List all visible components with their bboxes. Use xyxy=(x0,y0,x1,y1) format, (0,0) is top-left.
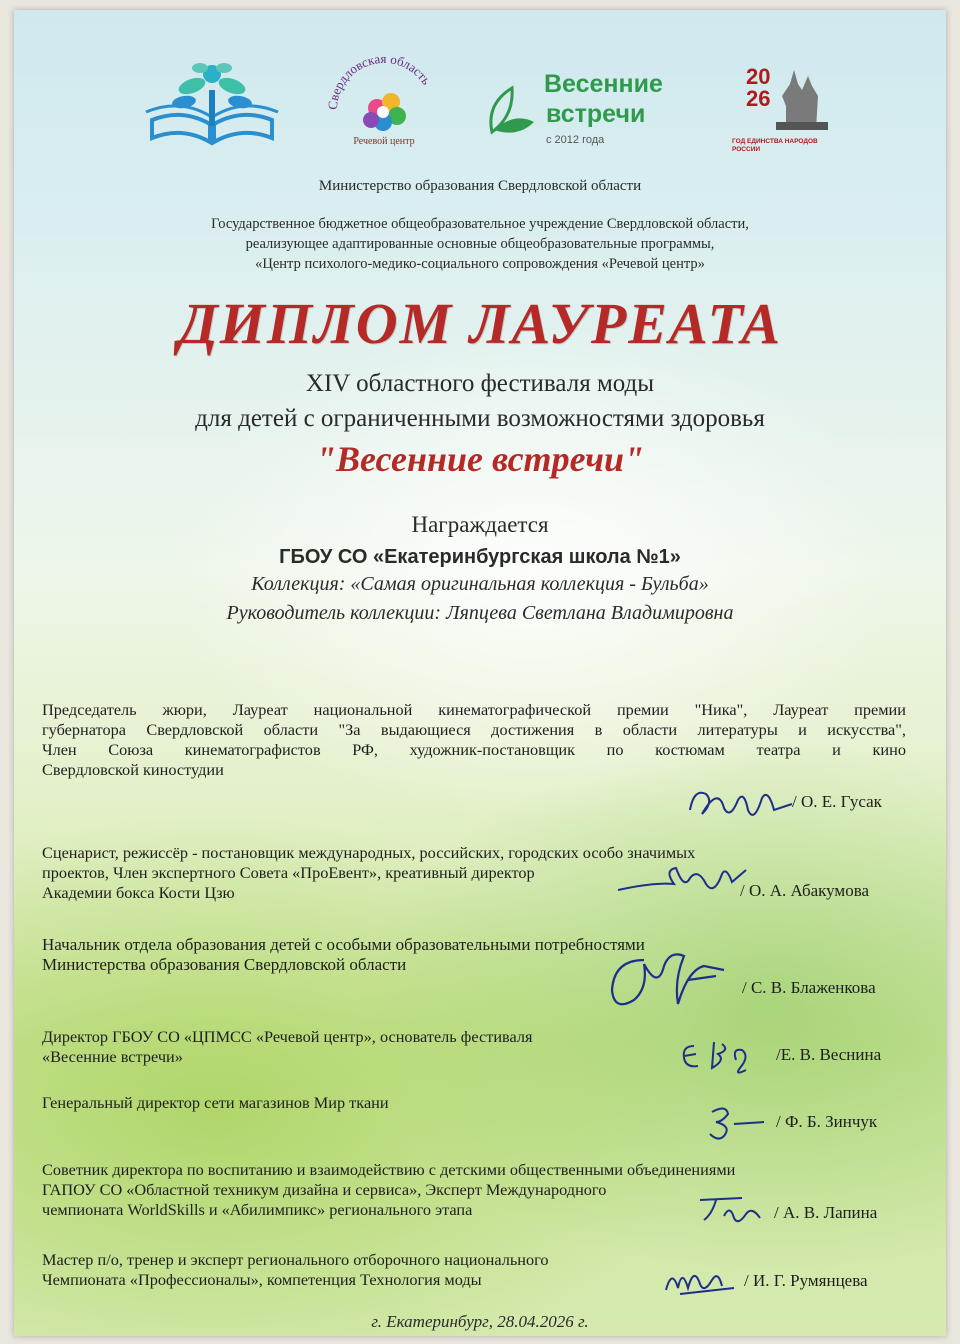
jury-member-2-title: Сценарист, режиссёр - постановщик международных, российских, городских особо значимых проектов, Член экспертного Совета «ПроЕвент», креативный директор Академии бокса Кости Цзю xyxy=(42,843,696,902)
signature-gusak xyxy=(684,780,804,830)
spring-logo-line1: Весенние xyxy=(544,70,663,98)
logo-row xyxy=(14,50,946,170)
monument-icon xyxy=(772,66,832,132)
diploma-sheet xyxy=(14,10,946,1336)
awarded-label: Награждается xyxy=(411,512,549,537)
ministry-line: Министерство образования Свердловской области xyxy=(318,178,642,194)
jury-member-4-title: Директор ГБОУ СО «ЦПМСС «Речевой центр», основатель фестиваля «Весенние встречи» xyxy=(42,1027,533,1066)
jury-member-2-name: / О. А. Абакумова xyxy=(740,881,870,900)
jury-member-5-title: Генеральный директор сети магазинов Мир ткани xyxy=(42,1093,389,1112)
diploma-title: ДИПЛОМ ЛАУРЕАТА xyxy=(178,291,782,356)
collection-leader: Руководитель коллекции: Ляпцева Светлана Владимировна xyxy=(226,602,734,624)
signature-abakumova xyxy=(614,860,754,910)
institution-line: реализующее адаптированные основные общеобразовательные программы, xyxy=(245,236,715,252)
spring-meetings-logo xyxy=(484,70,714,160)
signature-rumyantseva xyxy=(660,1260,750,1300)
festival-name: "Весенние встречи" xyxy=(316,439,644,479)
jury-member-3-name: / С. В. Блаженкова xyxy=(742,978,876,997)
institution-line: «Центр психолого-медико-социального сопровождения «Речевой центр» xyxy=(255,256,705,272)
signature-blazhenkova xyxy=(604,940,754,1020)
signature-zinchuk xyxy=(704,1100,784,1144)
spring-logo-since: с 2012 года xyxy=(546,134,605,146)
year-top: 20 xyxy=(746,64,771,89)
year-of-unity-logo xyxy=(732,66,842,166)
jury-member-7-name: / И. Г. Румянцева xyxy=(744,1271,868,1290)
festival-line-2: для детей с ограниченными возможностями здоровья xyxy=(195,405,765,432)
svg-text:Свердловская область: Свердловская область xyxy=(324,50,435,111)
jury-member-7-title: Мастер п/о, тренер и эксперт регионального отборочного национального Чемпионата «Профессионалы», компетенция Технология моды xyxy=(42,1250,549,1289)
jury-member-1-name: / О. Е. Гусак xyxy=(792,792,882,811)
sverdlovsk-speech-center-logo xyxy=(319,50,449,147)
institution-block xyxy=(14,214,946,274)
jury-member-1-title: Председатель жюри, Лауреат национальной кинематографической премии "Ника", Лауреат премии губернатора Свердловской области "За выдающиеся достижения в области литературы и искусства", Член Союза кинематографистов РФ, художник-постановщик по костюмам театра и кино Свердловской киностудии xyxy=(42,700,906,779)
jury-member-3-title: Начальник отдела образования детей с особыми образовательными потребностями Министерства образования Свердловской области xyxy=(42,935,645,974)
year-caption: ГОД ЕДИНСТВА НАРОДОВ РОССИИ xyxy=(732,138,818,153)
book-tree-logo xyxy=(142,60,282,150)
jury-member-5-name: / Ф. Б. Зинчук xyxy=(776,1112,878,1131)
jury-member-4-name: /Е. В. Веснина xyxy=(776,1045,882,1064)
jury-member-6-title: Советник директора по воспитанию и взаимодействию с детскими общественными объединениями ГАПОУ СО «Областной техникум дизайна и сервиса», Эксперт Международного чемпионата WorldSkills и «Абилимпикс» регионального этапа xyxy=(42,1160,736,1219)
speech-center-caption: Речевой центр xyxy=(353,136,415,147)
year-bottom: 26 xyxy=(746,86,771,111)
spring-logo-line2: встречи xyxy=(546,100,646,128)
leaf-icon xyxy=(484,82,540,142)
festival-line-1: XIV областного фестиваля моды xyxy=(305,370,655,397)
jury-member-6-name: / А. В. Лапина xyxy=(774,1203,878,1222)
signature-vesnina xyxy=(674,1032,774,1076)
awardee-school: ГБОУ СО «Екатеринбургская школа №1» xyxy=(279,546,681,568)
signature-lapina xyxy=(690,1190,780,1230)
institution-line: Государственное бюджетное общеобразовательное учреждение Свердловской области, xyxy=(211,216,749,232)
place-and-date: г. Екатеринбург, 28.04.2026 г. xyxy=(371,1312,589,1331)
collection-line: Коллекция: «Самая оригинальная коллекция - Бульба» xyxy=(251,573,709,595)
